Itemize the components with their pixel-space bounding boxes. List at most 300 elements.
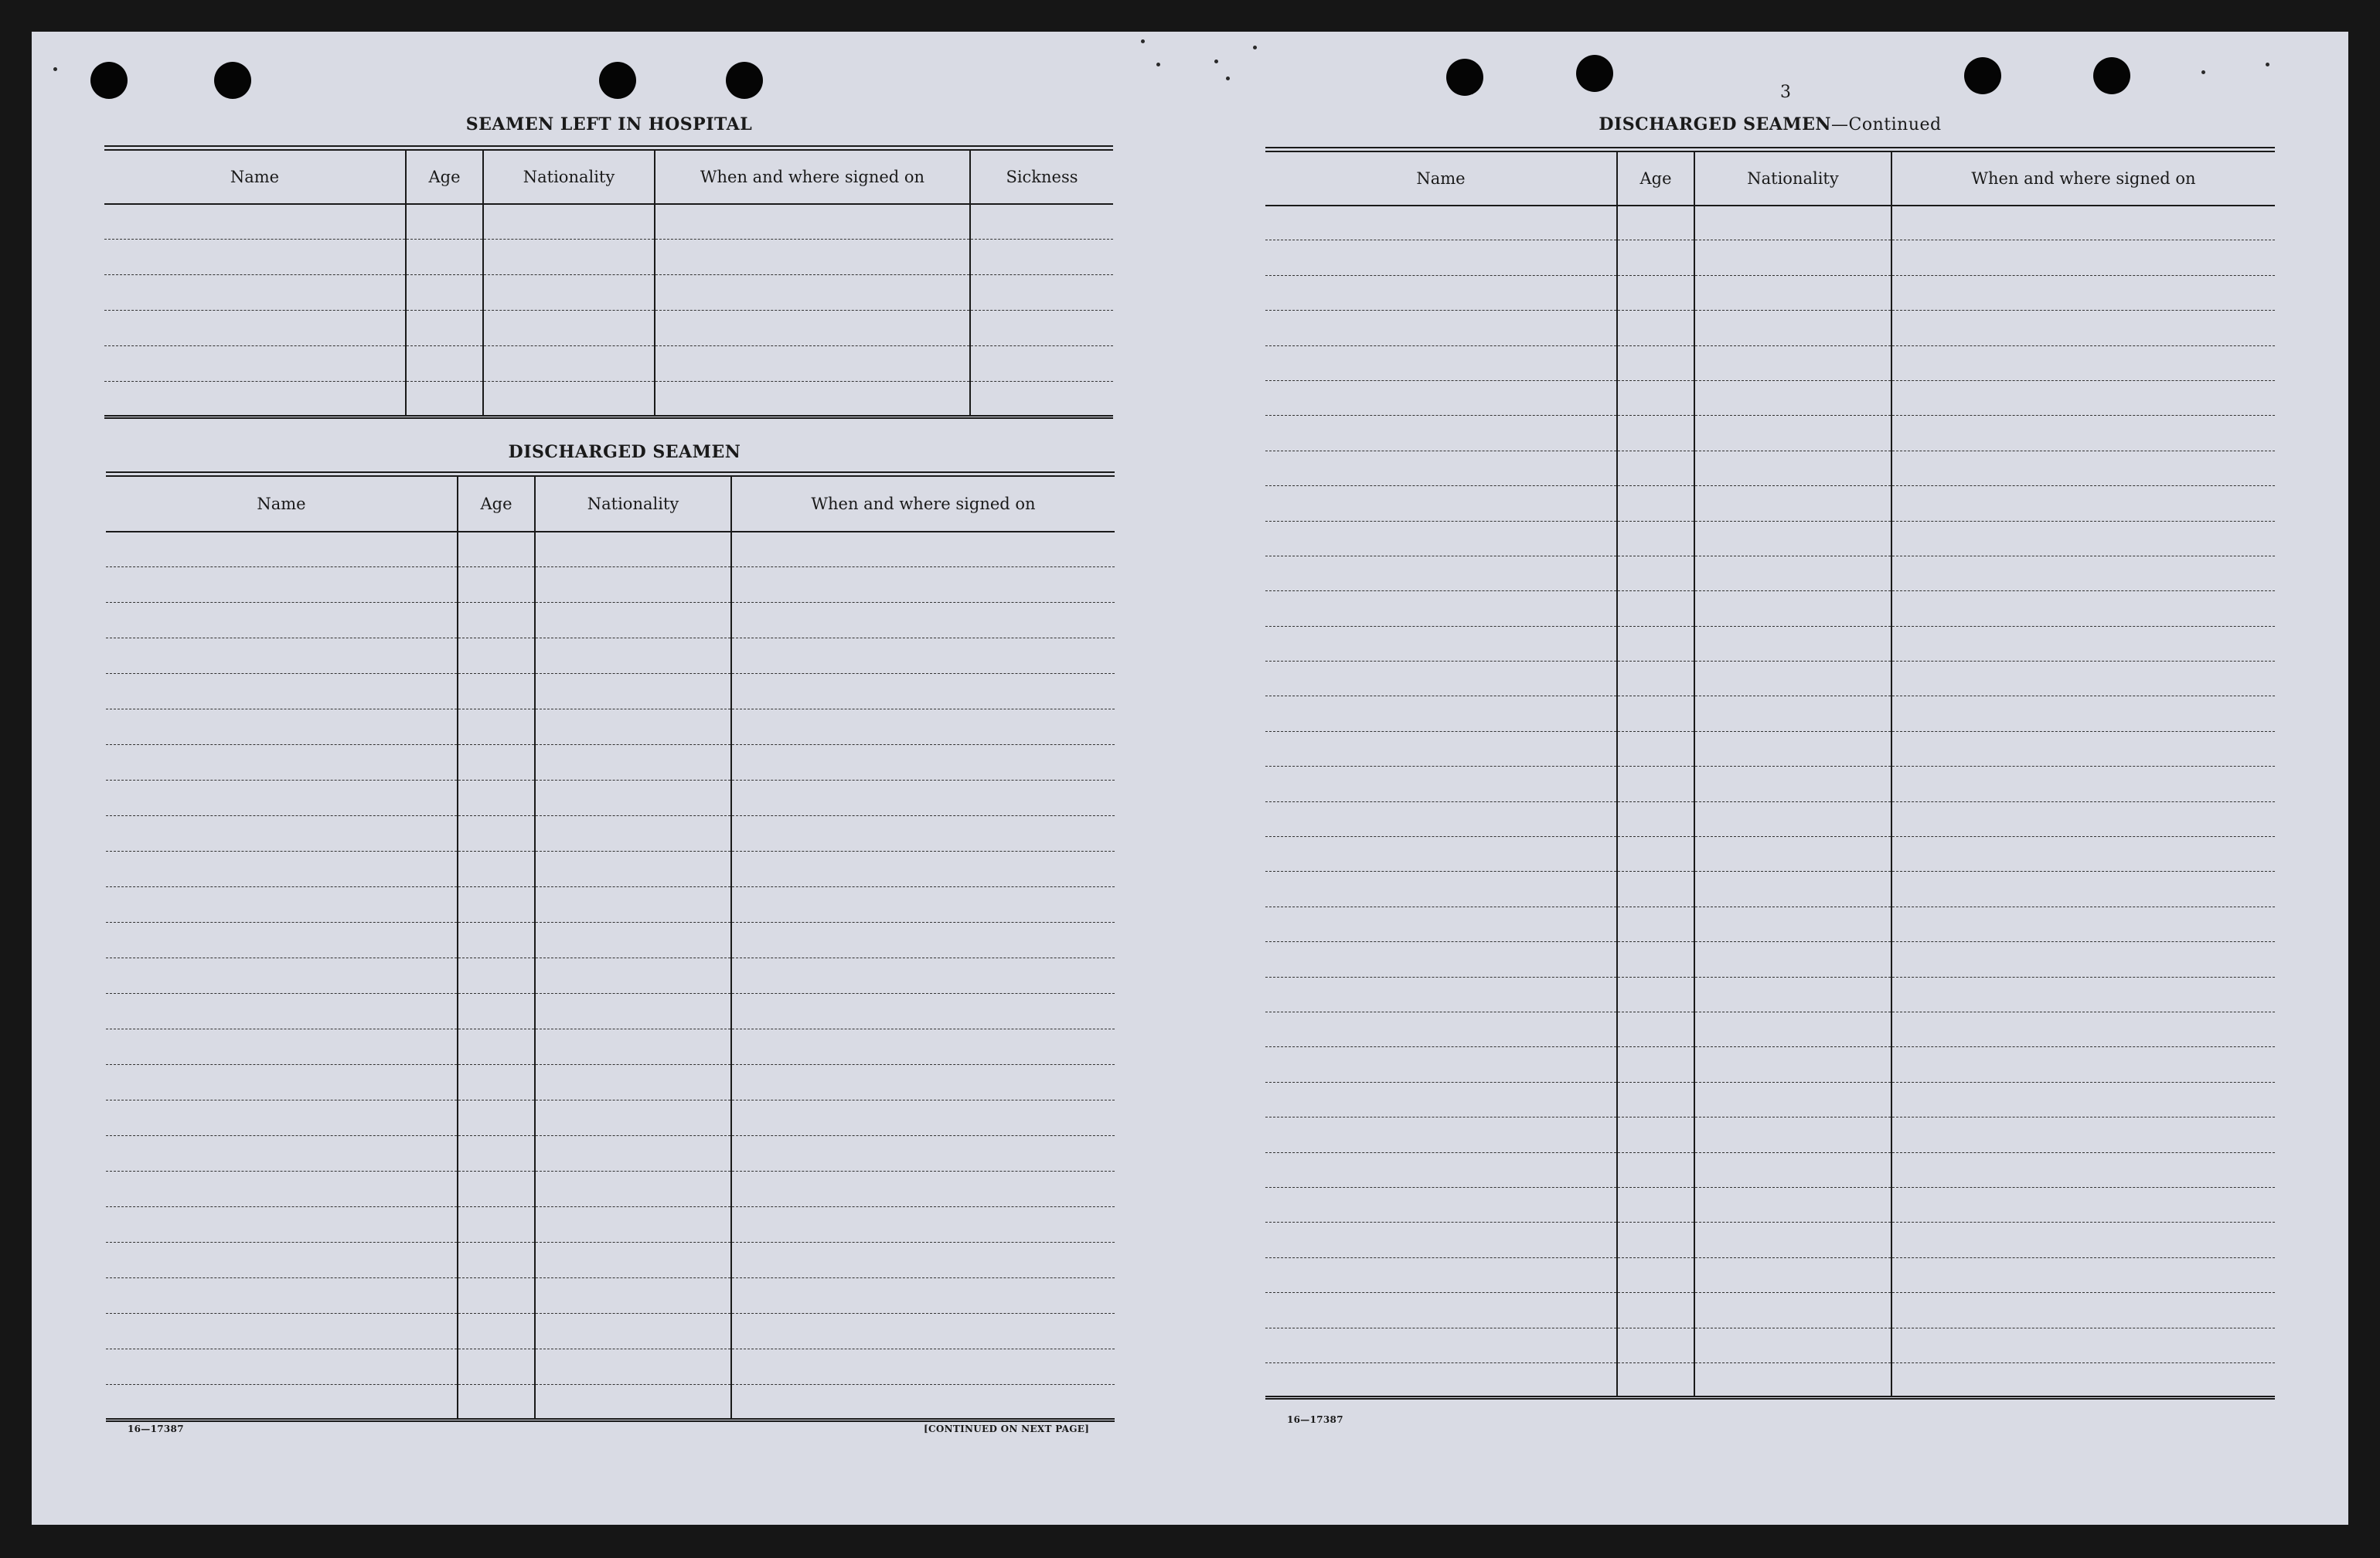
blank-cell — [731, 923, 1115, 958]
blank-cell — [106, 638, 458, 674]
table-row — [106, 1029, 1115, 1065]
blank-cell — [535, 923, 731, 958]
table-row — [1265, 1257, 2275, 1292]
blank-cell — [1694, 1117, 1891, 1152]
blank-cell — [458, 1065, 535, 1100]
blank-cell — [106, 532, 458, 567]
blank-cell — [1617, 696, 1694, 731]
blank-cell — [1265, 977, 1617, 1012]
table-row — [1265, 1117, 2275, 1152]
blank-cell — [406, 275, 483, 311]
blank-cell — [1617, 1362, 1694, 1397]
blank-cell — [1265, 837, 1617, 872]
blank-cell — [1617, 486, 1694, 521]
blank-cell — [535, 1136, 731, 1172]
blank-cell — [104, 346, 406, 382]
blank-cell — [1265, 801, 1617, 836]
blank-cell — [731, 1136, 1115, 1172]
blank-cell — [1694, 1257, 1891, 1292]
blank-cell — [1265, 907, 1617, 941]
form-number: 16—17387 — [1287, 1414, 1343, 1425]
blank-cell — [406, 311, 483, 346]
blank-cell — [1617, 731, 1694, 766]
blank-cell — [106, 887, 458, 923]
blank-cell — [655, 346, 970, 382]
blank-cell — [458, 887, 535, 923]
blank-cell — [458, 923, 535, 958]
blank-cell — [1265, 1152, 1617, 1187]
blank-cell — [104, 240, 406, 275]
table-row — [104, 346, 1113, 382]
blank-cell — [458, 1207, 535, 1243]
blank-cell — [1265, 626, 1617, 661]
blank-cell — [106, 674, 458, 709]
blank-cell — [731, 532, 1115, 567]
blank-cell — [106, 781, 458, 816]
blank-cell — [1265, 521, 1617, 556]
table-row — [106, 532, 1115, 567]
blank-cell — [731, 1100, 1115, 1136]
table-row — [106, 923, 1115, 958]
column-header-name: Name — [1265, 150, 1617, 206]
blank-cell — [1265, 486, 1617, 521]
blank-cell — [106, 1136, 458, 1172]
blank-cell — [106, 1207, 458, 1243]
table-row — [106, 994, 1115, 1029]
blank-cell — [731, 1207, 1115, 1243]
blank-cell — [1891, 977, 2275, 1012]
blank-cell — [970, 240, 1113, 275]
blank-cell — [1694, 731, 1891, 766]
blank-cell — [1891, 486, 2275, 521]
blank-cell — [1265, 696, 1617, 731]
column-header-nationality: Nationality — [1694, 150, 1891, 206]
title-main: DISCHARGED SEAMEN — [1599, 114, 1832, 134]
blank-cell — [731, 781, 1115, 816]
blank-cell — [106, 1385, 458, 1420]
blank-cell — [535, 1172, 731, 1207]
table-row — [106, 1243, 1115, 1278]
blank-cell — [1617, 451, 1694, 485]
blank-cell — [458, 958, 535, 994]
table-row — [104, 382, 1113, 417]
blank-cell — [1617, 1012, 1694, 1046]
blank-cell — [458, 994, 535, 1029]
blank-cell — [535, 567, 731, 603]
column-header-age: Age — [406, 148, 483, 204]
table-row — [1265, 907, 2275, 941]
blank-cell — [1694, 416, 1891, 451]
table-row — [1265, 1152, 2275, 1187]
blank-cell — [106, 745, 458, 781]
blank-cell — [731, 1314, 1115, 1349]
blank-cell — [1891, 662, 2275, 696]
binder-hole — [1964, 57, 2001, 94]
blank-cell — [458, 1243, 535, 1278]
blank-cell — [1891, 380, 2275, 415]
title-suffix: —Continued — [1831, 115, 1942, 134]
table-row — [106, 709, 1115, 745]
blank-cell — [1694, 1152, 1891, 1187]
column-header-signed-on: When and where signed on — [731, 475, 1115, 532]
blank-cell — [731, 638, 1115, 674]
blank-cell — [1694, 591, 1891, 626]
binder-hole — [214, 62, 251, 99]
blank-cell — [731, 674, 1115, 709]
blank-cell — [1694, 206, 1891, 240]
blank-cell — [1617, 1293, 1694, 1328]
blank-cell — [106, 852, 458, 887]
blank-cell — [731, 603, 1115, 638]
discharged-continued-title — [1507, 114, 2033, 134]
ink-speck — [53, 67, 57, 71]
blank-cell — [104, 275, 406, 311]
blank-cell — [106, 1349, 458, 1385]
blank-cell — [1891, 907, 2275, 941]
blank-cell — [458, 709, 535, 745]
table-row — [106, 674, 1115, 709]
blank-cell — [1265, 206, 1617, 240]
blank-cell — [1265, 275, 1617, 310]
table-row — [106, 1385, 1115, 1420]
blank-cell — [655, 382, 970, 417]
blank-cell — [406, 346, 483, 382]
blank-cell — [1891, 521, 2275, 556]
table-row — [1265, 977, 2275, 1012]
table-row — [1265, 451, 2275, 485]
table-row — [106, 1172, 1115, 1207]
blank-cell — [535, 994, 731, 1029]
blank-cell — [1891, 1012, 2275, 1046]
table-row — [106, 958, 1115, 994]
blank-cell — [1891, 1187, 2275, 1222]
blank-cell — [1694, 977, 1891, 1012]
blank-cell — [1694, 311, 1891, 345]
blank-cell — [104, 311, 406, 346]
blank-cell — [1694, 696, 1891, 731]
blank-cell — [1265, 942, 1617, 977]
blank-cell — [1265, 731, 1617, 766]
blank-cell — [458, 1100, 535, 1136]
blank-cell — [458, 1172, 535, 1207]
blank-cell — [1891, 1257, 2275, 1292]
blank-cell — [1265, 1293, 1617, 1328]
blank-cell — [1265, 556, 1617, 590]
table-row — [1265, 1082, 2275, 1117]
blank-cell — [1617, 1223, 1694, 1257]
table-row — [106, 887, 1115, 923]
blank-cell — [1694, 662, 1891, 696]
blank-cell — [970, 382, 1113, 417]
blank-cell — [731, 1278, 1115, 1314]
blank-cell — [483, 204, 655, 240]
blank-cell — [535, 674, 731, 709]
blank-cell — [1265, 1223, 1617, 1257]
blank-cell — [1891, 626, 2275, 661]
blank-cell — [731, 1349, 1115, 1385]
table-row — [1265, 275, 2275, 310]
table-row — [1265, 731, 2275, 766]
blank-cell — [1891, 731, 2275, 766]
blank-cell — [1891, 801, 2275, 836]
blank-cell — [1617, 801, 1694, 836]
table-row — [1265, 206, 2275, 240]
column-header-sickness: Sickness — [970, 148, 1113, 204]
blank-cell — [1617, 311, 1694, 345]
blank-cell — [406, 382, 483, 417]
blank-cell — [970, 204, 1113, 240]
blank-cell — [458, 1385, 535, 1420]
blank-cell — [1265, 380, 1617, 415]
table-row — [106, 638, 1115, 674]
binder-hole — [1576, 55, 1613, 92]
blank-cell — [483, 311, 655, 346]
table-row — [1265, 521, 2275, 556]
table-row — [104, 311, 1113, 346]
blank-cell — [1891, 1152, 2275, 1187]
blank-cell — [458, 1278, 535, 1314]
blank-cell — [458, 1136, 535, 1172]
blank-cell — [535, 603, 731, 638]
discharged-continued-table — [1265, 147, 2275, 1400]
table-row — [1265, 1223, 2275, 1257]
blank-cell — [483, 382, 655, 417]
ink-speck — [1214, 60, 1218, 63]
binder-hole — [726, 62, 763, 99]
blank-cell — [1694, 1328, 1891, 1362]
blank-cell — [1265, 872, 1617, 907]
blank-cell — [970, 346, 1113, 382]
blank-cell — [1617, 767, 1694, 801]
table-row — [1265, 486, 2275, 521]
blank-cell — [1617, 662, 1694, 696]
blank-cell — [1617, 1328, 1694, 1362]
form-number: 16—17387 — [128, 1424, 184, 1434]
discharged-section-title: DISCHARGED SEAMEN — [508, 442, 741, 462]
blank-cell — [106, 567, 458, 603]
blank-cell — [1617, 907, 1694, 941]
blank-cell — [1891, 1117, 2275, 1152]
blank-cell — [1694, 275, 1891, 310]
blank-cell — [1694, 872, 1891, 907]
table-row — [1265, 345, 2275, 380]
blank-cell — [458, 852, 535, 887]
blank-cell — [1694, 1012, 1891, 1046]
blank-cell — [1891, 1328, 2275, 1362]
blank-cell — [1617, 206, 1694, 240]
blank-cell — [1891, 1293, 2275, 1328]
blank-cell — [1891, 837, 2275, 872]
table-row — [1265, 1012, 2275, 1046]
table-row — [1265, 240, 2275, 275]
blank-cell — [1694, 837, 1891, 872]
blank-cell — [1891, 206, 2275, 240]
blank-cell — [106, 1065, 458, 1100]
blank-cell — [1265, 1012, 1617, 1046]
blank-cell — [1694, 1362, 1891, 1397]
blank-cell — [1617, 240, 1694, 275]
blank-cell — [535, 852, 731, 887]
blank-cell — [535, 781, 731, 816]
table-row — [1265, 942, 2275, 977]
blank-cell — [1617, 1257, 1694, 1292]
blank-cell — [655, 275, 970, 311]
blank-cell — [483, 240, 655, 275]
table-row — [106, 603, 1115, 638]
blank-cell — [458, 1029, 535, 1065]
blank-cell — [106, 923, 458, 958]
table-row — [104, 240, 1113, 275]
blank-cell — [1694, 1187, 1891, 1222]
blank-cell — [106, 709, 458, 745]
blank-cell — [655, 204, 970, 240]
blank-cell — [104, 382, 406, 417]
blank-cell — [458, 567, 535, 603]
table-row — [106, 1207, 1115, 1243]
blank-cell — [535, 887, 731, 923]
blank-cell — [1694, 345, 1891, 380]
blank-cell — [458, 1349, 535, 1385]
blank-cell — [535, 745, 731, 781]
blank-cell — [1891, 1223, 2275, 1257]
blank-cell — [106, 1172, 458, 1207]
blank-cell — [535, 1243, 731, 1278]
blank-cell — [731, 1243, 1115, 1278]
table-row — [1265, 837, 2275, 872]
blank-cell — [106, 603, 458, 638]
blank-cell — [458, 781, 535, 816]
table-row — [1265, 1328, 2275, 1362]
table-row — [1265, 556, 2275, 590]
blank-cell — [1694, 1047, 1891, 1082]
blank-cell — [535, 638, 731, 674]
blank-cell — [458, 603, 535, 638]
blank-cell — [106, 1029, 458, 1065]
blank-cell — [1694, 486, 1891, 521]
blank-cell — [106, 1100, 458, 1136]
blank-cell — [1265, 1187, 1617, 1222]
column-header-age: Age — [1617, 150, 1694, 206]
blank-cell — [535, 1207, 731, 1243]
blank-cell — [970, 311, 1113, 346]
blank-cell — [1265, 662, 1617, 696]
table-row — [106, 1136, 1115, 1172]
blank-cell — [1265, 1047, 1617, 1082]
blank-cell — [106, 1314, 458, 1349]
blank-cell — [1694, 767, 1891, 801]
blank-cell — [1891, 1082, 2275, 1117]
column-header-signed-on: When and where signed on — [1891, 150, 2275, 206]
blank-cell — [731, 745, 1115, 781]
discharged-table — [106, 471, 1115, 1422]
blank-cell — [406, 204, 483, 240]
table-row — [1265, 311, 2275, 345]
blank-cell — [458, 532, 535, 567]
table-row — [106, 781, 1115, 816]
blank-cell — [1891, 311, 2275, 345]
blank-cell — [1265, 416, 1617, 451]
blank-cell — [106, 994, 458, 1029]
table-row — [1265, 1293, 2275, 1328]
blank-cell — [1694, 942, 1891, 977]
blank-cell — [1617, 1187, 1694, 1222]
table-row — [106, 852, 1115, 887]
table-row — [1265, 380, 2275, 415]
blank-cell — [731, 1385, 1115, 1420]
blank-cell — [104, 204, 406, 240]
ink-speck — [2201, 70, 2205, 74]
blank-cell — [535, 1314, 731, 1349]
blank-cell — [1891, 942, 2275, 977]
blank-cell — [1617, 416, 1694, 451]
blank-cell — [1694, 1082, 1891, 1117]
binder-hole — [2093, 57, 2130, 94]
blank-cell — [1617, 591, 1694, 626]
blank-cell — [1891, 556, 2275, 590]
blank-cell — [1265, 1328, 1617, 1362]
blank-cell — [535, 816, 731, 852]
blank-cell — [731, 958, 1115, 994]
blank-cell — [1617, 1047, 1694, 1082]
blank-cell — [1694, 380, 1891, 415]
blank-cell — [458, 745, 535, 781]
blank-cell — [458, 674, 535, 709]
blank-cell — [535, 709, 731, 745]
blank-cell — [1617, 521, 1694, 556]
blank-cell — [970, 275, 1113, 311]
blank-cell — [655, 240, 970, 275]
table-row — [106, 1100, 1115, 1136]
table-row — [1265, 416, 2275, 451]
blank-cell — [106, 958, 458, 994]
blank-cell — [731, 1029, 1115, 1065]
blank-cell — [1891, 240, 2275, 275]
blank-cell — [1617, 556, 1694, 590]
table-row — [1265, 1187, 2275, 1222]
blank-cell — [1891, 345, 2275, 380]
table-row — [106, 1278, 1115, 1314]
blank-cell — [1617, 1117, 1694, 1152]
table-row — [104, 275, 1113, 311]
blank-cell — [1265, 591, 1617, 626]
blank-cell — [535, 1065, 731, 1100]
blank-cell — [1265, 767, 1617, 801]
table-row — [1265, 1362, 2275, 1397]
column-header-nationality: Nationality — [535, 475, 731, 532]
blank-cell — [535, 532, 731, 567]
blank-cell — [1265, 345, 1617, 380]
table-row — [1265, 626, 2275, 661]
blank-cell — [1891, 872, 2275, 907]
page-number: 3 — [1780, 83, 1791, 102]
blank-cell — [458, 638, 535, 674]
blank-cell — [1265, 311, 1617, 345]
blank-cell — [483, 346, 655, 382]
blank-cell — [1891, 416, 2275, 451]
blank-cell — [1891, 1047, 2275, 1082]
blank-cell — [1891, 1362, 2275, 1397]
blank-cell — [1891, 591, 2275, 626]
column-header-name: Name — [106, 475, 458, 532]
blank-cell — [1694, 907, 1891, 941]
table-row — [106, 745, 1115, 781]
blank-cell — [1265, 1117, 1617, 1152]
blank-cell — [483, 275, 655, 311]
blank-cell — [535, 958, 731, 994]
blank-cell — [1694, 451, 1891, 485]
table-row — [1265, 801, 2275, 836]
ink-speck — [2266, 63, 2269, 66]
